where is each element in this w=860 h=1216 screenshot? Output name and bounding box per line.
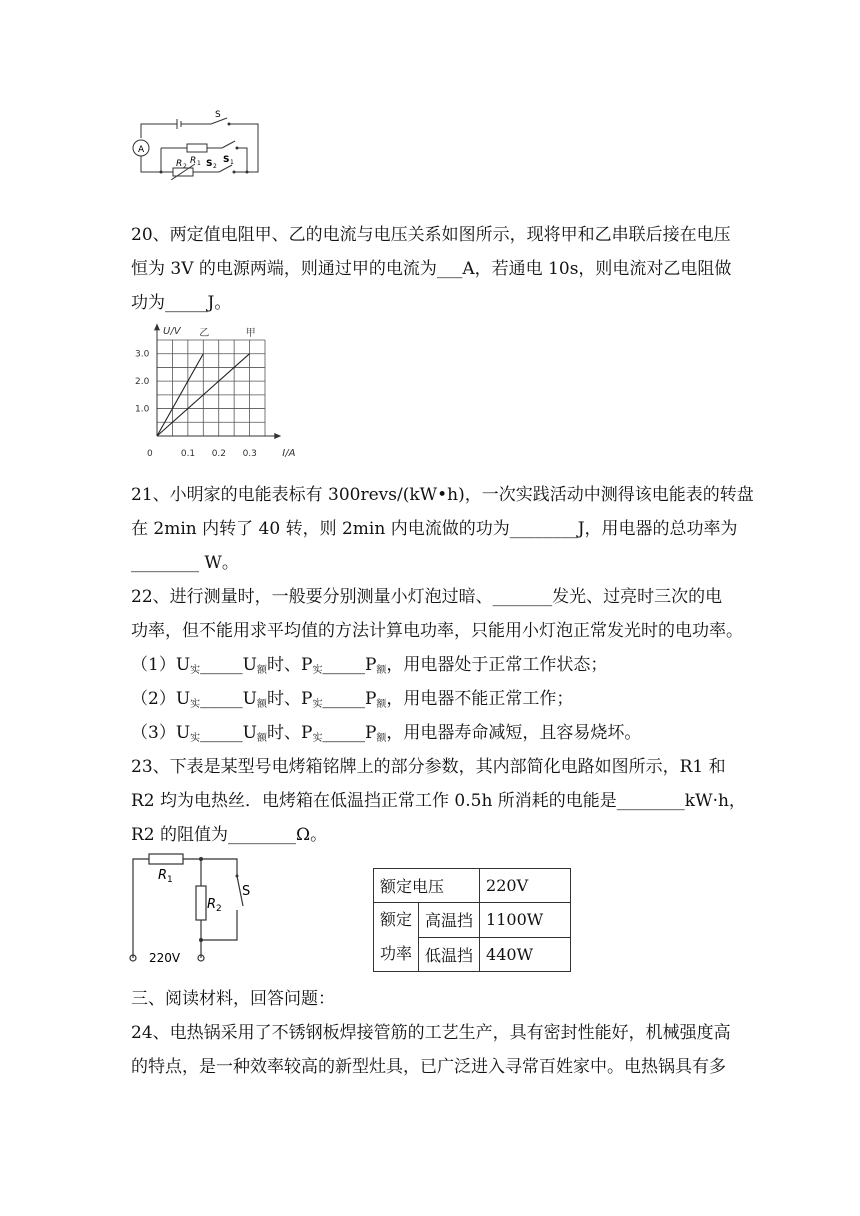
chart-labels: [135, 326, 296, 459]
table-cell: 高温挡: [419, 903, 480, 938]
voltage-label: 220V: [149, 951, 181, 965]
q24-line-2: 的特点，是一种效率较高的新型灶具，已广泛进入寻常百姓家中。电热锅具有多: [131, 1057, 726, 1077]
q21-line-3: ________ W。: [131, 553, 239, 573]
section-heading: 三、阅读材料，回答问题：: [131, 989, 335, 1009]
switch-s-label: S: [215, 110, 221, 120]
x-axis-arrow: [274, 433, 281, 439]
y-tick-label: 3.0: [135, 349, 150, 360]
table-cell: 额定 功率: [374, 903, 419, 972]
table-cell: 额定电压: [374, 869, 480, 903]
r2-label: R: [176, 159, 183, 169]
table-cell: 220V: [480, 869, 571, 903]
r1-label: R: [190, 156, 197, 166]
table-cell: 1100W: [480, 903, 571, 938]
q23-circuit-diagram: [125, 850, 255, 966]
q23-line-3: R2 的阻值为________Ω。: [131, 825, 328, 845]
q21-line-1: 21、小明家的电能表标有 300revs/(kW•h)，一次实践活动中测得该电能表的转盘: [131, 485, 754, 505]
table-cell: 440W: [480, 937, 571, 972]
ammeter-label: A: [138, 145, 145, 155]
y-axis-arrow: [154, 323, 160, 330]
x-tick-label: 0.3: [242, 449, 257, 459]
q23-line-1: 23、下表是某型号电烤箱铭牌上的部分参数，其内部简化电路如图所示，R1 和: [131, 757, 726, 777]
rating-table: [373, 868, 571, 972]
q21-line-2: 在 2min 内转了 40 转，则 2min 内电流做的功为________J，用电器的总功率为: [131, 519, 738, 539]
s2-sub-label: 2: [213, 163, 217, 170]
switch-s-label: S: [242, 884, 251, 899]
r1-sub-label: 1: [197, 160, 201, 167]
q20-iv-chart: [131, 320, 301, 466]
r2-label: R: [207, 897, 217, 912]
s1-label: S: [223, 155, 230, 165]
r1-sub: 1: [167, 875, 173, 885]
q22-item-2: $(2)U_实\_\_\_\_\_U_额$时、$P_实\_\_\_\_\_P_额$，用电器不能正常工作；: [131, 689, 574, 710]
s1-sub-label: 1: [230, 159, 234, 166]
q22-item-1: $(1)U_实\_\_\_\_\_U_额$时、$P_实\_\_\_\_\_P_额$，用电器处于正常工作状态；: [131, 655, 608, 676]
q23-line-2: R2 均为电热丝．电烤箱在低温挡正常工作 0.5h 所消耗的电能是________kW·h，: [131, 791, 746, 811]
x-axis-label: I/A: [282, 448, 296, 459]
r1-label: R: [158, 868, 168, 883]
y-axis-label: U/V: [163, 326, 181, 337]
r2-sub: 2: [216, 904, 222, 914]
q19-circuit-diagram: [127, 108, 267, 180]
q20-line-2: 恒为 3V 的电源两端，则通过甲的电流为___A，若通电 10s，则电流对乙电阻做: [131, 259, 732, 279]
r2-sub-label: 2: [183, 163, 187, 170]
y-tick-label: 1.0: [135, 404, 150, 415]
q20-line-3: 功为_____J。: [131, 293, 232, 313]
x-tick-label: 0: [147, 449, 153, 459]
s2-label: S: [206, 159, 213, 169]
table-row: [374, 869, 571, 903]
y-tick-label: 2.0: [135, 377, 150, 388]
q22-line-1: 22、进行测量时，一般要分别测量小灯泡过暗、_______发光、过亮时三次的电: [131, 587, 723, 607]
table-cell: 低温挡: [419, 937, 480, 972]
series-label-0: 乙: [199, 328, 210, 339]
q20-line-1: 20、两定值电阻甲、乙的电流与电压关系如图所示，现将甲和乙串联后接在电压: [131, 225, 731, 245]
series-label-1: 甲: [245, 328, 256, 339]
x-tick-label: 0.1: [180, 449, 196, 459]
x-tick-label: 0.2: [211, 449, 227, 459]
q22-line-2: 功率，但不能用求平均值的方法计算电功率，只能用小灯泡正常发光时的电功率。: [131, 621, 743, 641]
q22-item-3: $(3)U_实\_\_\_\_\_U_额$时、$P_实\_\_\_\_\_P_额$，用电器寿命减短，且容易烧坏。: [131, 723, 642, 744]
table-row: [374, 903, 571, 938]
q24-line-1: 24、电热锅采用了不锈钢板焊接管筋的工艺生产，具有密封性能好，机械强度高: [131, 1023, 731, 1043]
